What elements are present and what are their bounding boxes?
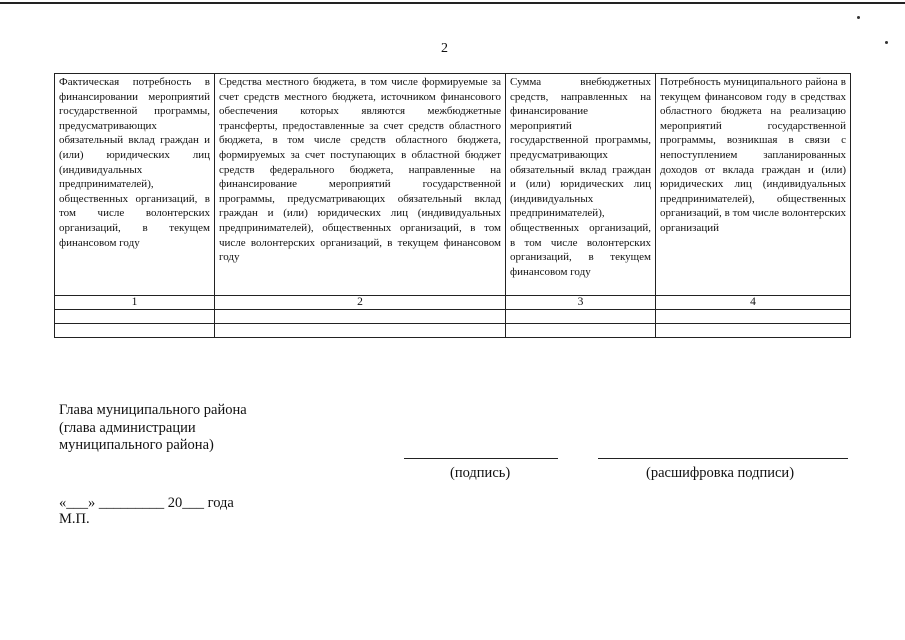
page-number: 2 — [441, 41, 448, 56]
signatory-title — [59, 402, 247, 455]
scan-speck — [857, 16, 860, 19]
column-number: 3 — [506, 296, 656, 310]
table-cell — [506, 310, 656, 324]
table-header-row — [55, 74, 851, 296]
stamp-label: М.П. — [59, 511, 90, 527]
column-number: 4 — [656, 296, 851, 310]
financing-table — [54, 73, 851, 338]
table-cell — [506, 324, 656, 338]
scan-speck — [885, 41, 888, 44]
header-cell-extrabudgetary: Сумма внебюджетных средств, направленных на финансирование мероприятий государственной программы, предусматривающих обязательный вклад граждан и (или) юридических лиц (индивидуальных предпринимателей), общественных организаций, в том числе волонтерских организаций, в текущем финансовом году — [506, 74, 656, 296]
table-cell — [656, 324, 851, 338]
header-cell-local-budget: Средства местного бюджета, в том числе формируемые за счет средств местного бюджета, источником финансового обеспечения которых являются межбюджетные трансферты, предоставленные за счет средств областного бюджета, в том числе средств областного бюджета, формируемых за счет поступающих в областной бюджет средств федерального бюджета, направленные на финансирование мероприятий государственной программы, предусматривающих обязательный вклад граждан и (или) юридических лиц (индивидуальных предпринимателей), общественных организаций, в том числе волонтерских организаций, в текущем финансовом году — [215, 74, 506, 296]
column-number: 2 — [215, 296, 506, 310]
table-cell — [55, 310, 215, 324]
column-number: 1 — [55, 296, 215, 310]
header-cell-regional-need: Потребность муниципального района в текущем финансовом году в средствах областного бюджета на реализацию мероприятий государственной программы, возникшая в связи с непоступлением запланированных доходов от вклада граждан и (или) юридических лиц (индивидуальных предпринимателей), общественных организаций, в том числе волонтерских организаций — [656, 74, 851, 296]
table-row — [55, 310, 851, 324]
column-number-row — [55, 296, 851, 310]
table-row — [55, 324, 851, 338]
signature-line — [404, 458, 558, 459]
table-cell — [215, 324, 506, 338]
signature-caption: (подпись) — [450, 465, 511, 481]
decryption-line — [598, 458, 848, 459]
table-cell — [55, 324, 215, 338]
decryption-caption: (расшифровка подписи) — [646, 465, 795, 481]
table-cell — [215, 310, 506, 324]
signatory-line: (глава администрации — [59, 419, 196, 436]
date-line: «___» _________ 20___ года — [59, 495, 234, 511]
signatory-line: Глава муниципального района — [59, 402, 247, 418]
table-cell — [656, 310, 851, 324]
signatory-line: муниципального района) — [59, 437, 214, 453]
header-cell-actual-need: Фактическая потребность в финансировании мероприятий государственной программы, предусматривающих обязательный вклад граждан и (или) юридических лиц (индивидуальных предпринимателей), общественных организаций, в том числе волонтерских организаций, в текущем финансовом году — [55, 74, 215, 296]
top-border-line — [0, 2, 905, 4]
